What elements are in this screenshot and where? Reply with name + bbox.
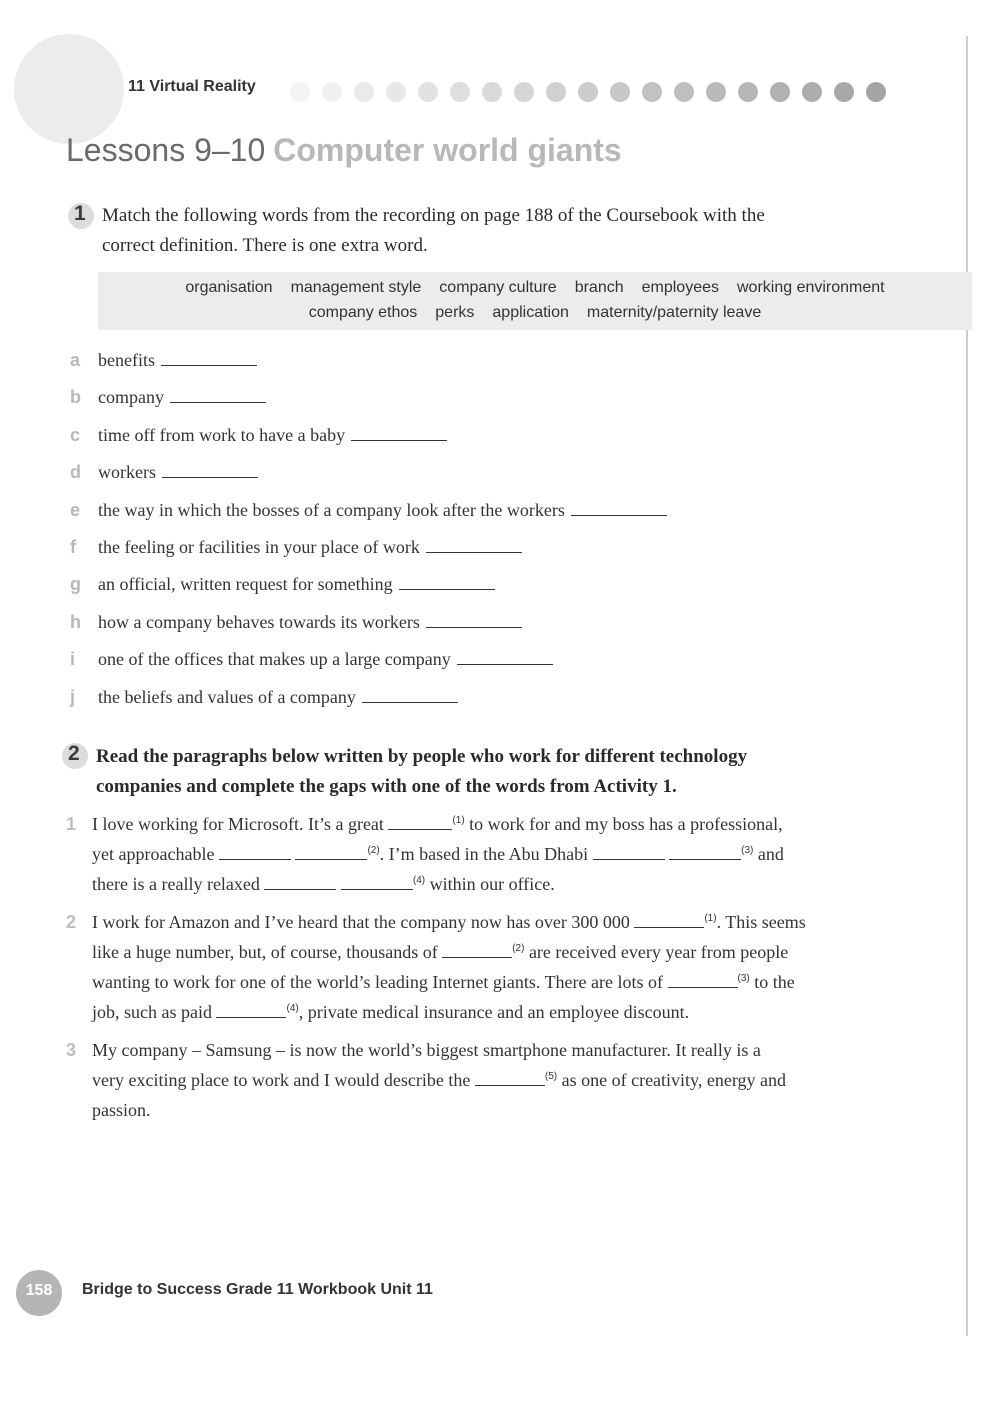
gap-input[interactable] [593,858,665,860]
header-dot [674,82,694,102]
paragraph-3-number: 3 [66,1040,77,1060]
gap-number: (2) [512,943,525,954]
definition-item [70,687,458,708]
text: and [757,844,784,864]
header-decoration [14,34,124,144]
header-dot [322,82,342,102]
item-letter: f [70,537,76,557]
page-number: 158 [25,1282,53,1299]
paragraph-3-line-2 [92,1070,786,1091]
word-box [98,272,972,330]
item-letter: e [70,500,81,520]
paragraph-1-line-3 [92,874,555,895]
header-dot [802,82,822,102]
gap-number: (2) [367,845,380,856]
text: , private medical insurance and an employee discount. [298,1002,690,1022]
header-dot [418,82,438,102]
text: are received every year from people [528,942,789,962]
header-dot [450,82,470,102]
definition-item [70,387,266,408]
word-box-row-1 [98,279,972,297]
gap-number: (3) [737,973,750,984]
paragraph-2-line-4 [92,1002,689,1023]
header-dot [642,82,662,102]
answer-blank[interactable] [170,401,266,403]
activity-2-instruction-line1: Read the paragraphs below written by people who work for different technology [96,746,748,767]
lesson-title [66,132,622,169]
header-dot [738,82,758,102]
header-dot [482,82,502,102]
text: wanting to work for one of the world’s leading Internet giants. There are lots of [92,972,664,992]
definition-item [70,425,447,446]
header-dot [354,82,374,102]
header-dot [770,82,790,102]
paragraph-2-line-1 [92,912,806,933]
gap-number: (4) [286,1003,299,1014]
gap-number: (1) [452,815,465,826]
activity-2-instruction-line2: companies and complete the gaps with one of the words from Activity 1. [96,776,677,797]
header-dot [514,82,534,102]
item-text: how a company behaves towards its workers [98,612,420,632]
gap-input[interactable] [219,858,291,860]
paragraph-3-line-1: My company – Samsung – is now the world’s biggest smartphone manufacturer. It really is a [92,1040,761,1060]
item-text: one of the offices that makes up a large company [98,649,451,669]
word-box-word: perks [435,304,475,321]
gap-input[interactable] [442,956,512,958]
header-dot [866,82,886,102]
definition-item [70,612,522,633]
page-edge [966,36,968,1336]
item-letter: d [70,462,81,482]
answer-blank[interactable] [162,476,258,478]
book-title: Bridge to Success Grade 11 Workbook Unit 11 [82,1281,433,1298]
gap-input[interactable] [341,888,413,890]
item-text: the feeling or facilities in your place of work [98,537,420,557]
text: like a huge number, but, of course, thousands of [92,942,438,962]
paragraph-1-number: 1 [66,814,77,834]
item-text: company [98,387,164,407]
item-letter: a [70,350,81,370]
gap-input[interactable] [669,858,741,860]
item-text: workers [98,462,156,482]
item-letter: b [70,387,81,407]
text: to work for and my boss has a professional, [469,814,783,834]
item-text: time off from work to have a baby [98,425,346,445]
text: there is a really relaxed [92,874,260,894]
activity-1-instruction-line1: Match the following words from the recording on page 188 of the Coursebook with the [102,205,765,226]
text: I love working for Microsoft. It’s a great [92,814,384,834]
gap-input[interactable] [295,858,367,860]
answer-blank[interactable] [571,514,667,516]
header-dot [706,82,726,102]
header-dots [290,82,886,102]
gap-input[interactable] [388,828,452,830]
gap-input[interactable] [475,1084,545,1086]
answer-blank[interactable] [161,364,257,366]
activity-1-instruction-line2: correct definition. There is one extra word. [102,235,428,256]
header-dot [578,82,598,102]
text: to the [754,972,795,992]
answer-blank[interactable] [399,588,495,590]
word-box-word: management style [290,279,422,296]
activity-2-number: 2 [68,742,80,765]
item-text: an official, written request for something [98,574,393,594]
header-dot [834,82,854,102]
item-text: benefits [98,350,155,370]
definition-item [70,500,667,521]
word-box-word: branch [574,279,624,296]
item-text: the beliefs and values of a company [98,687,356,707]
definition-item [70,350,257,371]
text: yet approachable [92,844,215,864]
word-box-word: organisation [185,279,273,296]
answer-blank[interactable] [426,626,522,628]
gap-number: (5) [544,1071,558,1082]
definition-item [70,537,522,558]
definition-item [70,574,495,595]
paragraph-2-line-3 [92,972,795,993]
paragraph-1-line-2 [92,844,784,865]
gap-input[interactable] [216,1016,286,1018]
gap-input[interactable] [668,986,738,988]
text: . This seems [716,912,806,932]
gap-number: (1) [704,913,717,924]
paragraph-2-line-2 [92,942,788,963]
gap-input[interactable] [264,888,336,890]
header-dot [610,82,630,102]
gap-input[interactable] [634,926,704,928]
answer-blank[interactable] [362,701,458,703]
text: as one of creativity, energy and [561,1070,787,1090]
lesson-name: Computer world giants [273,132,622,168]
paragraph-3-line-3: passion. [92,1100,151,1120]
word-box-word: working environment [736,279,885,296]
text: very exciting place to work and I would describe the [92,1070,471,1090]
paragraph-1-line-1 [92,814,783,835]
item-letter: j [70,687,76,707]
item-letter: i [70,649,76,669]
text: . I’m based in the Abu Dhabi [379,844,589,864]
word-box-word: application [492,304,569,321]
lesson-prefix: Lessons 9–10 [66,132,266,168]
header-dot [546,82,566,102]
paragraph-2-number: 2 [66,912,77,932]
definition-item [70,462,258,483]
item-text: the way in which the bosses of a company look after the workers [98,500,565,520]
item-letter: c [70,425,81,445]
item-letter: h [70,612,81,632]
definition-item [70,649,553,670]
gap-number: (4) [412,875,426,886]
header-dot [290,82,310,102]
answer-blank[interactable] [351,439,447,441]
word-box-word: maternity/paternity leave [586,304,762,321]
word-box-word: employees [641,279,719,296]
answer-blank[interactable] [457,663,553,665]
answer-blank[interactable] [426,551,522,553]
unit-header: 11 Virtual Reality [128,78,256,95]
word-box-word: company culture [439,279,557,296]
activity-1-number: 1 [74,202,86,225]
item-letter: g [70,574,81,594]
text: I work for Amazon and I’ve heard that the company now has over 300 000 [92,912,630,932]
gap-number: (3) [741,845,754,856]
word-box-word: company ethos [308,304,418,321]
header-dot [386,82,406,102]
word-box-row-2 [98,304,972,322]
text: within our office. [429,874,555,894]
text: job, such as paid [92,1002,212,1022]
